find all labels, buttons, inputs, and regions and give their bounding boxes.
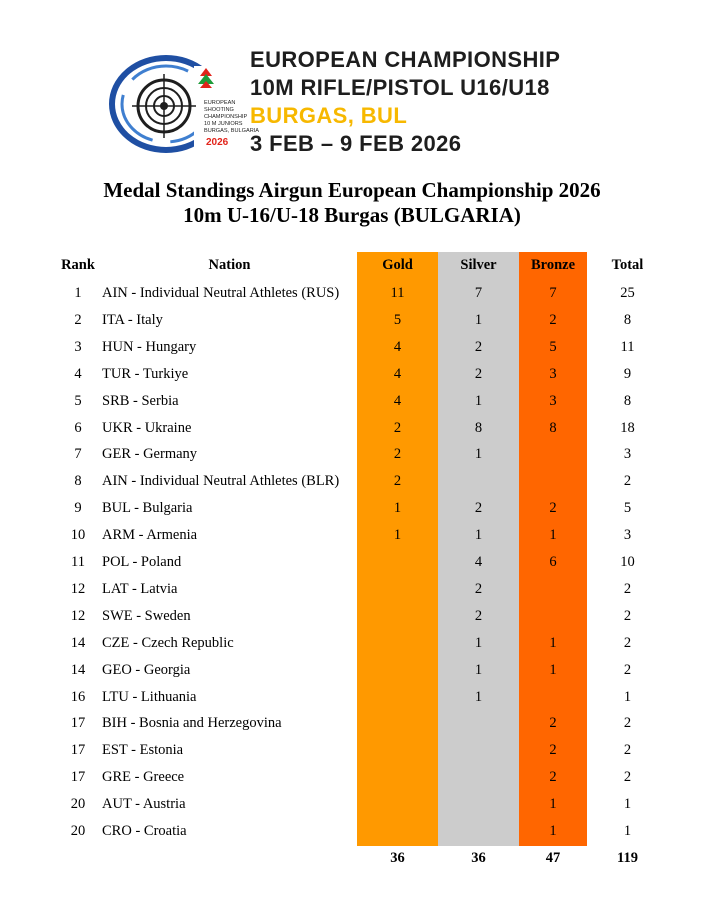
cell-total: 3	[623, 446, 632, 463]
cell-rank: 14	[70, 661, 86, 678]
cell-bronze: 2	[549, 715, 557, 732]
table-row	[0, 468, 704, 495]
total-bronze: 47	[545, 849, 561, 866]
cell-nation: AIN - Individual Neutral Athletes (RUS)	[102, 285, 340, 301]
cell-bronze: 2	[549, 769, 557, 786]
cell-gold	[357, 710, 438, 737]
cell-nation: SWE - Sweden	[102, 607, 191, 624]
cell-rank: 8	[74, 473, 82, 490]
cell-rank: 17	[70, 742, 86, 759]
cell-silver	[438, 764, 519, 791]
header-nation: Nation	[208, 257, 251, 273]
cell-rank: 14	[70, 634, 86, 651]
table-row	[0, 684, 704, 711]
table-row	[0, 280, 704, 307]
cell-nation: CZE - Czech Republic	[102, 634, 234, 651]
cell-bronze: 1	[549, 823, 557, 839]
cell-rank: 4	[74, 365, 82, 382]
cell-bronze: 8	[549, 419, 557, 436]
cell-nation: HUN - Hungary	[102, 338, 197, 355]
cell-rank: 5	[74, 392, 82, 409]
cell-nation: ITA - Italy	[102, 311, 163, 328]
cell-nation: UKR - Ukraine	[102, 419, 192, 436]
header-total: Total	[611, 257, 644, 273]
cell-total: 10	[620, 554, 635, 570]
cell-silver	[438, 791, 519, 818]
cell-gold	[357, 737, 438, 764]
table-row	[0, 361, 704, 388]
cell-total: 2	[623, 715, 632, 732]
cell-total: 2	[623, 661, 632, 678]
cell-silver: 1	[474, 527, 483, 544]
cell-gold	[357, 603, 438, 630]
cell-gold: 4	[393, 338, 402, 355]
cell-bronze: 3	[549, 365, 557, 382]
cell-bronze: 2	[549, 742, 557, 759]
cell-nation: LAT - Latvia	[102, 580, 178, 597]
table-row	[0, 818, 704, 845]
cell-silver: 4	[474, 554, 483, 570]
cell-gold: 1	[393, 500, 402, 517]
logo-text-4: 10 M JUNIORS	[204, 121, 243, 127]
logo-text-2: SHOOTING	[204, 107, 234, 113]
cell-nation: AIN - Individual Neutral Athletes (BLR)	[102, 473, 340, 490]
cell-gold: 2	[393, 473, 402, 490]
cell-nation: LTU - Lithuania	[102, 688, 197, 705]
cell-bronze: 7	[549, 285, 557, 301]
cell-bronze: 1	[549, 796, 557, 813]
cell-gold	[357, 549, 438, 576]
cell-gold	[357, 684, 438, 711]
title-line-1: Medal Standings Airgun European Championship 2026	[103, 178, 601, 202]
cell-rank: 17	[70, 715, 86, 732]
cell-nation: POL - Poland	[102, 554, 182, 570]
header-bronze: Bronze	[530, 257, 576, 273]
cell-rank: 10	[70, 527, 86, 544]
table-row	[0, 495, 704, 522]
table-row	[0, 657, 704, 684]
medal-table	[0, 252, 704, 874]
cell-bronze	[519, 684, 587, 711]
cell-silver: 1	[474, 446, 483, 463]
cell-nation: EST - Estonia	[102, 742, 184, 759]
cell-rank: 1	[74, 285, 82, 301]
header-rank: Rank	[61, 257, 95, 273]
page-title	[0, 178, 704, 228]
total-silver: 36	[471, 849, 486, 866]
cell-gold	[357, 791, 438, 818]
cell-bronze	[519, 576, 587, 603]
cell-total: 2	[623, 580, 632, 597]
cell-bronze: 1	[549, 527, 557, 544]
table-row	[0, 710, 704, 737]
cell-total: 18	[620, 419, 635, 436]
cell-gold: 4	[393, 392, 402, 409]
table-row	[0, 441, 704, 468]
banner-line-2: 10M RIFLE/PISTOL U16/U18	[250, 75, 550, 100]
logo-year: 2026	[206, 137, 229, 148]
cell-nation: TUR - Turkiye	[102, 365, 189, 382]
banner-line-4: 3 FEB – 9 FEB 2026	[250, 131, 462, 156]
cell-bronze: 6	[549, 554, 557, 570]
cell-total: 3	[623, 527, 632, 544]
table-row	[0, 522, 704, 549]
cell-total: 11	[620, 338, 635, 355]
cell-bronze	[519, 468, 587, 495]
cell-bronze: 5	[549, 338, 557, 355]
cell-total: 1	[623, 796, 632, 813]
cell-total: 9	[623, 365, 632, 382]
logo-text-3: CHAMPIONSHIP	[204, 114, 248, 120]
cell-nation: GEO - Georgia	[102, 661, 191, 678]
cell-rank: 17	[70, 769, 86, 786]
cell-nation: ARM - Armenia	[102, 527, 198, 544]
table-row	[0, 791, 704, 818]
cell-gold	[357, 630, 438, 657]
cell-rank: 20	[70, 823, 86, 839]
header-silver: Silver	[460, 257, 497, 273]
cell-gold	[357, 576, 438, 603]
cell-silver: 2	[474, 500, 483, 517]
totals-row	[0, 845, 704, 872]
cell-total: 2	[623, 607, 632, 624]
cell-silver: 1	[474, 392, 483, 409]
cell-bronze: 1	[549, 634, 557, 651]
cell-total: 1	[623, 823, 632, 839]
cell-gold	[357, 818, 438, 845]
cell-total: 2	[623, 634, 632, 651]
total-total: 119	[617, 849, 638, 866]
cell-bronze	[519, 603, 587, 630]
table-row	[0, 576, 704, 603]
table-row	[0, 415, 704, 442]
cell-bronze: 2	[549, 500, 557, 517]
table-row	[0, 549, 704, 576]
championship-logo	[108, 48, 260, 156]
cell-bronze	[519, 441, 587, 468]
cell-rank: 20	[70, 796, 86, 813]
cell-total: 1	[623, 688, 632, 705]
table-row	[0, 388, 704, 415]
cell-rank: 12	[70, 580, 86, 597]
table-row	[0, 764, 704, 791]
title-line-2: 10m U-16/U-18 Burgas (BULGARIA)	[183, 203, 521, 227]
cell-nation: BUL - Bulgaria	[102, 500, 193, 517]
cell-silver: 1	[474, 661, 483, 678]
cell-silver	[438, 468, 519, 495]
cell-silver	[438, 737, 519, 764]
cell-silver: 8	[474, 419, 483, 436]
cell-nation: BIH - Bosnia and Herzegovina	[102, 715, 282, 732]
cell-silver: 2	[474, 338, 483, 355]
cell-total: 2	[623, 473, 632, 490]
cell-gold: 2	[393, 446, 402, 463]
cell-gold	[357, 764, 438, 791]
header-gold: Gold	[382, 257, 413, 273]
cell-total: 2	[623, 769, 632, 786]
cell-nation: AUT - Austria	[102, 796, 186, 813]
cell-silver	[438, 710, 519, 737]
table-row	[0, 334, 704, 361]
cell-silver: 1	[474, 634, 483, 651]
cell-total: 5	[623, 500, 632, 517]
cell-bronze: 3	[549, 392, 557, 409]
cell-nation: CRO - Croatia	[102, 823, 187, 839]
cell-silver: 7	[474, 285, 483, 301]
cell-rank: 11	[71, 554, 85, 570]
cell-rank: 3	[74, 338, 82, 355]
logo-text-1: EUROPEAN	[204, 100, 236, 106]
cell-rank: 7	[74, 446, 82, 463]
cell-nation: GER - Germany	[102, 446, 198, 463]
cell-total: 2	[623, 742, 632, 759]
championship-banner	[108, 40, 608, 162]
cell-rank: 16	[70, 688, 86, 705]
cell-total: 8	[623, 311, 632, 328]
cell-silver: 2	[474, 607, 483, 624]
cell-total: 25	[620, 285, 635, 301]
cell-silver: 1	[474, 688, 483, 705]
cell-silver: 2	[474, 365, 483, 382]
cell-bronze: 2	[549, 311, 557, 328]
logo-text-5: BURGAS, BULGARIA	[204, 128, 260, 134]
cell-gold: 1	[393, 527, 402, 544]
cell-total: 8	[623, 392, 632, 409]
cell-rank: 12	[70, 607, 86, 624]
cell-nation: SRB - Serbia	[102, 392, 179, 409]
table-row	[0, 603, 704, 630]
cell-rank: 6	[74, 419, 82, 436]
cell-silver: 2	[474, 580, 483, 597]
cell-rank: 2	[74, 311, 82, 328]
cell-gold: 2	[393, 419, 402, 436]
table-row	[0, 307, 704, 334]
table-header-row	[0, 252, 704, 279]
cell-gold: 4	[393, 365, 402, 382]
total-gold: 36	[390, 849, 405, 866]
banner-line-1: EUROPEAN CHAMPIONSHIP	[250, 47, 561, 72]
cell-gold: 5	[393, 311, 402, 328]
cell-bronze: 1	[549, 661, 557, 678]
cell-gold	[357, 657, 438, 684]
cell-nation: GRE - Greece	[102, 769, 185, 786]
banner-line-3: BURGAS, BUL	[250, 103, 408, 128]
banner-text	[250, 46, 560, 158]
cell-gold: 11	[390, 285, 405, 301]
cell-silver	[438, 818, 519, 845]
cell-rank: 9	[74, 500, 82, 517]
cell-silver: 1	[474, 311, 483, 328]
table-row	[0, 737, 704, 764]
table-row	[0, 630, 704, 657]
